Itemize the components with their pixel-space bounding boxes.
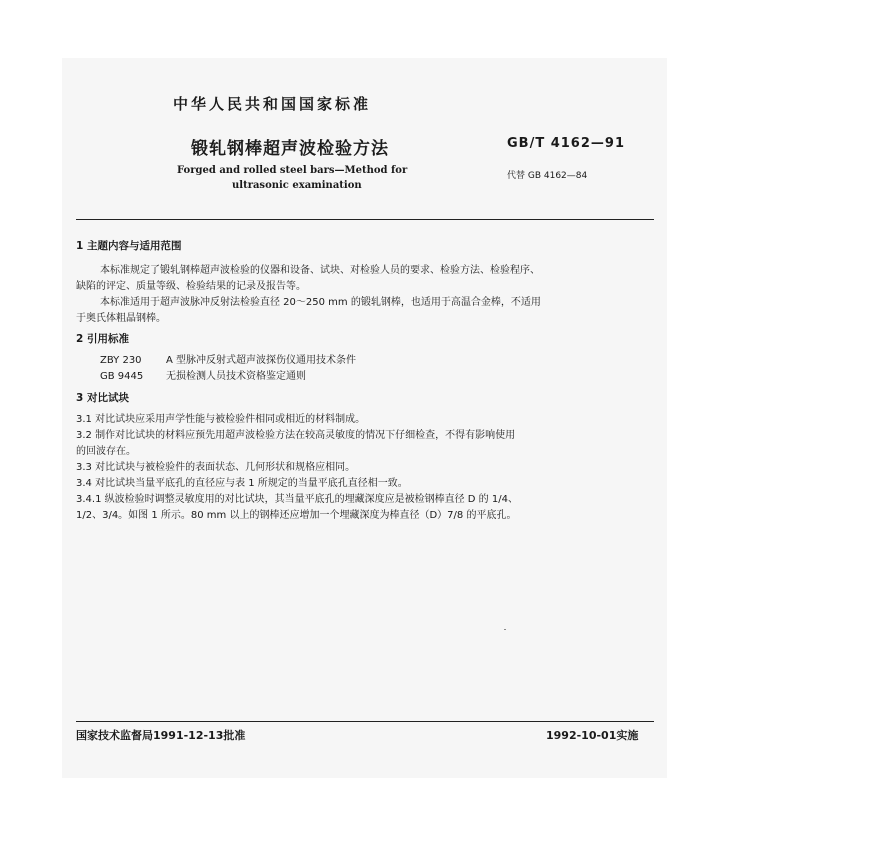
clause-3-4: 3.4 对比试块当量平底孔的直径应与表 1 所规定的当量平底孔直径相一致。 [76, 478, 408, 489]
reference-2-title: 无损检测人员技术资格鉴定通则 [166, 371, 306, 382]
clause-3-3: 3.3 对比试块与被检验件的表面状态、几何形状和规格应相同。 [76, 462, 356, 473]
effective-date: 1992-10-01实施 [546, 729, 639, 742]
standard-number: GB/T 4162—91 [507, 136, 625, 151]
section-1-heading: 1 主题内容与适用范围 [76, 240, 182, 252]
national-standard-heading: 中华人民共和国国家标准 [173, 95, 372, 113]
section-1-paragraph-2-line-2: 于奥氏体粗晶钢棒。 [76, 313, 166, 324]
replaces-standard: 代替 GB 4162—84 [507, 171, 588, 181]
approval-date: 国家技术监督局1991-12-13批准 [76, 729, 246, 742]
scan-speck [504, 629, 506, 630]
header-divider [76, 219, 654, 220]
reference-1-title: A 型脉冲反射式超声波探伤仪通用技术条件 [166, 355, 357, 366]
section-1-paragraph-2-line-1: 本标准适用于超声波脉冲反射法检验直径 20～250 mm 的锻轧钢棒，也适用于高温合金棒，不适用 [100, 297, 541, 308]
english-title-line-2: ultrasonic examination [232, 180, 362, 191]
english-title-line-1: Forged and rolled steel bars—Method for [177, 165, 408, 176]
reference-2-code: GB 9445 [100, 371, 144, 382]
reference-1-code: ZBY 230 [100, 355, 142, 366]
section-3-heading: 3 对比试块 [76, 392, 129, 404]
document-title: 锻轧钢棒超声波检验方法 [191, 139, 389, 159]
section-1-paragraph-1-line-2: 缺陷的评定、质量等级、检验结果的记录及报告等。 [76, 281, 306, 292]
section-2-heading: 2 引用标准 [76, 333, 129, 345]
clause-3-2-line-2: 的回波存在。 [76, 446, 136, 457]
clause-3-4-1-line-2: 1/2、3/4。如图 1 所示。80 mm 以上的钢棒还应增加一个埋藏深度为棒直径（D）7/8 的平底孔。 [76, 510, 517, 521]
footer-divider [76, 721, 654, 722]
clause-3-1: 3.1 对比试块应采用声学性能与被检验件相同或相近的材料制成。 [76, 414, 366, 425]
clause-3-4-1-line-1: 3.4.1 纵波检验时调整灵敏度用的对比试块，其当量平底孔的埋藏深度应是被检钢棒直径 D 的 1/4、 [76, 494, 518, 505]
section-1-paragraph-1-line-1: 本标准规定了锻轧钢棒超声波检验的仪器和设备、试块、对检验人员的要求、检验方法、检验程序、 [100, 265, 540, 276]
clause-3-2-line-1: 3.2 制作对比试块的材料应预先用超声波检验方法在较高灵敏度的情况下仔细检查，不得有影响使用 [76, 430, 516, 441]
